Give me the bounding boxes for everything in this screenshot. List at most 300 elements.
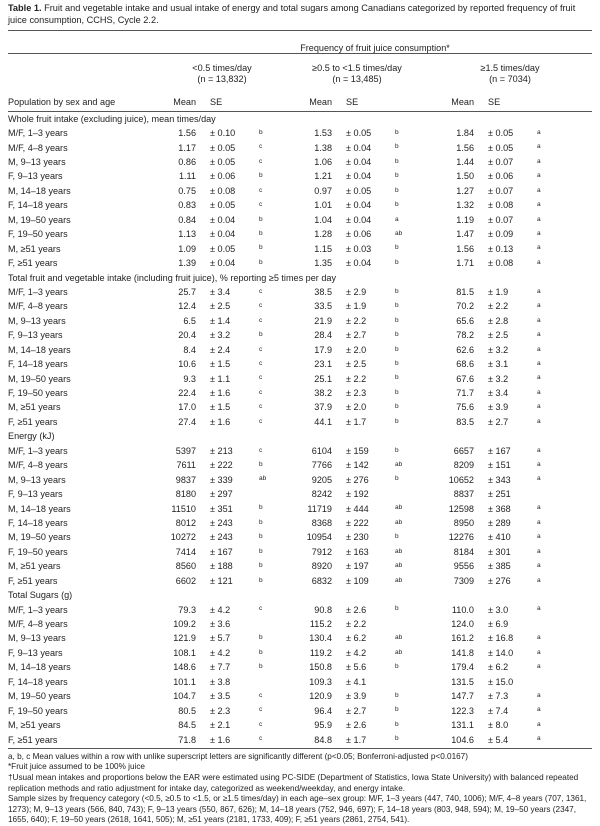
se-value: ± 2.2 bbox=[346, 619, 367, 630]
row-label: M, 14–18 years bbox=[8, 503, 71, 514]
mean-value: 8184 bbox=[453, 546, 474, 557]
mean-value: 7611 bbox=[176, 460, 196, 471]
table-row bbox=[8, 343, 592, 357]
row-label: M, 9–13 years bbox=[8, 315, 66, 326]
significance-superscript: b bbox=[395, 417, 399, 425]
table-row bbox=[8, 184, 592, 198]
se-value: ± 222 bbox=[210, 460, 233, 471]
mean-value: 1.50 bbox=[456, 171, 474, 182]
significance-superscript: ab bbox=[395, 461, 403, 468]
significance-superscript: a bbox=[537, 504, 541, 512]
mean-value: 8950 bbox=[453, 517, 474, 528]
significance-superscript: c bbox=[259, 692, 263, 699]
se-value: ± 1.6 bbox=[210, 734, 231, 745]
row-label: F, ≥51 years bbox=[8, 575, 58, 586]
row-label-header: Population by sex and age bbox=[8, 94, 158, 112]
data-table bbox=[8, 31, 592, 749]
se-value: ± 3.2 bbox=[488, 373, 509, 384]
significance-superscript: b bbox=[395, 374, 399, 382]
se-value: ± 1.5 bbox=[210, 402, 231, 413]
mean-header: Mean bbox=[286, 94, 336, 112]
row-label: F, 9–13 years bbox=[8, 489, 63, 500]
se-value: ± 351 bbox=[210, 503, 233, 514]
table-row bbox=[8, 732, 592, 746]
se-value: ± 2.0 bbox=[346, 402, 367, 413]
row-label: M, 9–13 years bbox=[8, 633, 66, 644]
mean-value: 109.2 bbox=[173, 619, 196, 630]
se-value: ± 2.2 bbox=[488, 301, 509, 312]
row-label: F, 14–18 years bbox=[8, 517, 68, 528]
mean-value: 1.71 bbox=[456, 258, 474, 269]
se-value: ± 167 bbox=[488, 445, 511, 456]
bottom-rule bbox=[8, 747, 592, 749]
table-row bbox=[8, 487, 592, 501]
se-value: ± 0.07 bbox=[488, 185, 514, 196]
table-row bbox=[8, 631, 592, 645]
mean-value: 6.5 bbox=[183, 315, 196, 326]
se-value: ± 6.2 bbox=[346, 633, 367, 644]
mean-value: 21.9 bbox=[314, 315, 332, 326]
mean-value: 23.1 bbox=[314, 359, 332, 370]
row-label: F, 14–18 years bbox=[8, 676, 68, 687]
se-value: ± 109 bbox=[346, 575, 369, 586]
section-row bbox=[8, 429, 592, 443]
se-value: ± 276 bbox=[488, 575, 511, 586]
significance-superscript: c bbox=[259, 388, 263, 396]
row-label: M, 14–18 years bbox=[8, 344, 71, 355]
mean-value: 78.2 bbox=[456, 330, 474, 341]
mean-value: 7309 bbox=[453, 575, 474, 586]
se-value: ± 2.2 bbox=[346, 373, 367, 384]
footnote-juice: *Fruit juice assumed to be 100% juice bbox=[8, 762, 145, 772]
mean-value: 7766 bbox=[311, 460, 332, 471]
mean-value: 0.86 bbox=[178, 157, 196, 168]
se-header: SE bbox=[478, 94, 534, 112]
table-row bbox=[8, 371, 592, 385]
se-value: ± 339 bbox=[210, 474, 233, 485]
se-value: ± 0.05 bbox=[210, 157, 236, 168]
table-row bbox=[8, 227, 592, 241]
table-row bbox=[8, 299, 592, 313]
significance-superscript: b bbox=[259, 648, 263, 656]
table-row bbox=[8, 155, 592, 169]
significance-superscript: c bbox=[259, 157, 263, 165]
mean-value: 120.9 bbox=[309, 691, 332, 702]
se-value: ± 2.6 bbox=[346, 604, 367, 615]
row-label: F, 19–50 years bbox=[8, 546, 68, 557]
mean-value: 8368 bbox=[311, 517, 332, 528]
significance-superscript: c bbox=[259, 374, 263, 382]
significance-superscript: c bbox=[259, 345, 263, 353]
significance-superscript: b bbox=[395, 446, 399, 454]
mean-value: 6104 bbox=[311, 445, 332, 456]
row-label: M, ≥51 years bbox=[8, 561, 61, 572]
category-header: <0.5 times/day (n = 13,832) bbox=[192, 62, 252, 84]
significance-superscript: c bbox=[259, 201, 263, 209]
se-value: ± 2.7 bbox=[488, 416, 509, 427]
se-value: ± 4.2 bbox=[210, 604, 231, 615]
se-value: ± 0.07 bbox=[488, 214, 514, 225]
section-row bbox=[8, 111, 592, 126]
se-value: ± 289 bbox=[488, 517, 511, 528]
significance-superscript: b bbox=[395, 706, 399, 714]
mean-value: 8180 bbox=[175, 489, 196, 500]
se-value: ± 385 bbox=[488, 561, 511, 572]
mean-value: 20.4 bbox=[178, 330, 196, 341]
row-label: M, 19–50 years bbox=[8, 214, 71, 225]
significance-superscript: b bbox=[395, 403, 399, 411]
significance-superscript: a bbox=[537, 562, 541, 570]
mean-value: 1.06 bbox=[314, 157, 332, 168]
significance-superscript: a bbox=[537, 157, 541, 165]
se-value: ± 3.6 bbox=[210, 619, 231, 630]
row-label: F, 19–50 years bbox=[8, 705, 68, 716]
mean-value: 109.3 bbox=[309, 676, 332, 687]
se-value: ± 7.3 bbox=[488, 691, 509, 702]
row-label: F, 9–13 years bbox=[8, 330, 63, 341]
row-label: M/F, 1–3 years bbox=[8, 604, 68, 615]
se-value: ± 1.4 bbox=[210, 315, 231, 326]
significance-superscript: ab bbox=[259, 475, 267, 483]
se-value: ± 2.3 bbox=[346, 388, 367, 399]
se-value: ± 0.04 bbox=[346, 171, 372, 182]
significance-superscript: b bbox=[259, 230, 263, 237]
significance-superscript: b bbox=[395, 692, 399, 699]
mean-value: 8560 bbox=[175, 561, 196, 572]
se-value: ± 243 bbox=[210, 532, 233, 543]
se-value: ± 2.3 bbox=[210, 705, 231, 716]
mean-value: 70.2 bbox=[456, 301, 474, 312]
significance-superscript: ab bbox=[395, 230, 403, 237]
table-row bbox=[8, 689, 592, 703]
se-value: ± 0.13 bbox=[488, 243, 514, 254]
mean-value: 9556 bbox=[453, 561, 474, 572]
se-value: ± 2.9 bbox=[346, 286, 367, 297]
mean-value: 8.4 bbox=[183, 344, 196, 355]
table-row bbox=[8, 501, 592, 515]
table-row bbox=[8, 660, 592, 674]
significance-superscript: a bbox=[537, 533, 541, 541]
se-value: ± 3.2 bbox=[210, 330, 231, 341]
significance-superscript: a bbox=[537, 230, 541, 237]
se-value: ± 343 bbox=[488, 474, 511, 485]
significance-superscript: b bbox=[395, 345, 399, 353]
se-value: ± 2.8 bbox=[488, 315, 509, 326]
significance-superscript: a bbox=[537, 345, 541, 353]
significance-superscript: a bbox=[537, 316, 541, 324]
significance-superscript: b bbox=[395, 388, 399, 396]
se-value: ± 14.0 bbox=[488, 647, 514, 658]
significance-superscript: b bbox=[259, 576, 263, 584]
mean-value: 81.5 bbox=[456, 286, 474, 297]
se-value: ± 4.2 bbox=[210, 647, 231, 658]
mean-value: 115.2 bbox=[309, 619, 332, 630]
mean-value: 1.01 bbox=[314, 200, 332, 211]
mean-value: 11719 bbox=[307, 503, 332, 514]
mean-value: 84.5 bbox=[178, 720, 196, 731]
mean-value: 22.4 bbox=[178, 388, 196, 399]
se-value: ± 251 bbox=[488, 489, 511, 500]
mean-value: 1.39 bbox=[178, 258, 196, 269]
se-value: ± 213 bbox=[210, 445, 233, 456]
mean-value: 27.4 bbox=[178, 416, 196, 427]
se-value: ± 0.04 bbox=[210, 258, 236, 269]
mean-value: 119.2 bbox=[309, 647, 332, 658]
se-value: ± 0.07 bbox=[488, 157, 514, 168]
se-value: ± 6.9 bbox=[488, 619, 509, 630]
se-value: ± 0.04 bbox=[346, 142, 372, 153]
se-value: ± 2.2 bbox=[346, 315, 367, 326]
mean-value: 17.0 bbox=[178, 402, 196, 413]
se-value: ± 0.04 bbox=[210, 214, 236, 225]
se-value: ± 0.04 bbox=[346, 200, 372, 211]
mean-header: Mean bbox=[428, 94, 478, 112]
significance-superscript: c bbox=[259, 287, 263, 295]
row-label: F, ≥51 years bbox=[8, 734, 58, 745]
se-value: ± 8.0 bbox=[488, 720, 509, 731]
se-value: ± 3.2 bbox=[488, 344, 509, 355]
footnotes bbox=[8, 752, 592, 826]
row-label: M/F, 4–8 years bbox=[8, 142, 68, 153]
se-value: ± 163 bbox=[346, 546, 369, 557]
row-label: M, 9–13 years bbox=[8, 157, 66, 168]
significance-superscript: a bbox=[537, 576, 541, 584]
mean-value: 1.56 bbox=[178, 128, 196, 139]
section-title: Energy (kJ) bbox=[8, 431, 55, 442]
se-value: ± 444 bbox=[346, 503, 369, 514]
mean-value: 1.09 bbox=[178, 243, 196, 254]
row-label: F, 14–18 years bbox=[8, 200, 68, 211]
mean-value: 8242 bbox=[311, 489, 332, 500]
mean-value: 7912 bbox=[311, 546, 332, 557]
significance-superscript: b bbox=[259, 634, 263, 642]
significance-superscript: b bbox=[259, 663, 263, 671]
significance-superscript: b bbox=[395, 331, 399, 339]
mean-value: 9.3 bbox=[183, 373, 196, 384]
row-label: M, 14–18 years bbox=[8, 185, 71, 196]
se-value: ± 3.5 bbox=[210, 691, 231, 702]
mean-value: 83.5 bbox=[456, 416, 474, 427]
table-row bbox=[8, 703, 592, 717]
mean-value: 12276 bbox=[448, 532, 474, 543]
significance-superscript bbox=[392, 617, 428, 631]
significance-superscript: b bbox=[259, 258, 263, 266]
se-value: ± 1.7 bbox=[346, 734, 367, 745]
se-value: ± 2.5 bbox=[346, 359, 367, 370]
se-value: ± 2.4 bbox=[210, 344, 231, 355]
significance-superscript: c bbox=[259, 735, 263, 743]
row-label: M/F, 1–3 years bbox=[8, 286, 68, 297]
mean-value: 67.6 bbox=[456, 373, 474, 384]
se-value: ± 151 bbox=[488, 460, 511, 471]
significance-superscript: b bbox=[395, 302, 399, 310]
se-value: ± 3.9 bbox=[346, 691, 367, 702]
table-row bbox=[8, 602, 592, 616]
mean-value: 161.2 bbox=[451, 633, 474, 644]
mean-value: 104.6 bbox=[451, 734, 474, 745]
significance-superscript: ab bbox=[395, 576, 403, 584]
se-value: ± 0.04 bbox=[346, 214, 372, 225]
row-label: F, 19–50 years bbox=[8, 229, 68, 240]
se-header: SE bbox=[200, 94, 256, 112]
significance-superscript: a bbox=[537, 403, 541, 411]
mean-value: 6832 bbox=[311, 575, 332, 586]
significance-superscript: a bbox=[537, 331, 541, 339]
mean-value: 179.4 bbox=[451, 662, 474, 673]
significance-superscript: a bbox=[537, 244, 541, 252]
se-value: ± 2.7 bbox=[346, 705, 367, 716]
mean-value: 141.8 bbox=[451, 647, 474, 658]
mean-value: 44.1 bbox=[314, 416, 332, 427]
table-row bbox=[8, 400, 592, 414]
mean-value: 8920 bbox=[311, 561, 332, 572]
table-row bbox=[8, 718, 592, 732]
table-row bbox=[8, 126, 592, 140]
row-label: M, ≥51 years bbox=[8, 402, 61, 413]
table-row bbox=[8, 357, 592, 371]
table-row bbox=[8, 198, 592, 212]
mean-value: 8209 bbox=[453, 460, 474, 471]
se-value: ± 2.5 bbox=[488, 330, 509, 341]
row-label: F, 19–50 years bbox=[8, 388, 68, 399]
se-value: ± 2.6 bbox=[346, 720, 367, 731]
se-value: ± 121 bbox=[210, 575, 233, 586]
significance-superscript: ab bbox=[395, 504, 403, 512]
significance-superscript bbox=[392, 487, 428, 501]
se-value: ± 2.1 bbox=[210, 720, 231, 731]
mean-value: 1.53 bbox=[314, 128, 332, 139]
significance-superscript: a bbox=[537, 201, 541, 209]
se-value: ± 0.04 bbox=[346, 258, 372, 269]
table-row bbox=[8, 516, 592, 530]
mean-value: 0.84 bbox=[178, 214, 196, 225]
se-value: ± 3.0 bbox=[488, 604, 509, 615]
mean-value: 1.38 bbox=[314, 142, 332, 153]
se-value: ± 2.5 bbox=[210, 301, 231, 312]
mean-value: 131.5 bbox=[451, 676, 474, 687]
table-row bbox=[8, 328, 592, 342]
significance-superscript: a bbox=[537, 475, 541, 483]
mean-value: 38.5 bbox=[314, 286, 332, 297]
row-label: M, ≥51 years bbox=[8, 243, 61, 254]
mean-value: 12598 bbox=[448, 503, 474, 514]
table-row bbox=[8, 458, 592, 472]
table-row bbox=[8, 646, 592, 660]
significance-superscript: a bbox=[537, 692, 541, 699]
row-label: M/F, 4–8 years bbox=[8, 460, 68, 471]
significance-superscript: a bbox=[537, 359, 541, 367]
significance-superscript: b bbox=[395, 663, 399, 671]
significance-superscript: a bbox=[537, 634, 541, 642]
mean-value: 1.11 bbox=[178, 171, 196, 182]
mean-header: Mean bbox=[158, 94, 200, 112]
table-caption bbox=[8, 2, 592, 26]
significance-superscript: b bbox=[395, 186, 399, 194]
mean-value: 104.7 bbox=[173, 691, 196, 702]
significance-superscript: b bbox=[259, 461, 263, 468]
category-header: ≥0.5 to <1.5 times/day (n = 13,485) bbox=[312, 62, 402, 84]
se-value: ± 243 bbox=[210, 517, 233, 528]
mean-value: 1.15 bbox=[314, 243, 332, 254]
mean-value: 6602 bbox=[175, 575, 196, 586]
se-value: ± 2.0 bbox=[346, 344, 367, 355]
mean-value: 1.19 bbox=[456, 214, 474, 225]
mean-value: 38.2 bbox=[314, 388, 332, 399]
mean-value: 124.0 bbox=[451, 619, 474, 630]
mean-value: 1.17 bbox=[178, 142, 196, 153]
significance-superscript: a bbox=[537, 287, 541, 295]
table-row bbox=[8, 530, 592, 544]
significance-superscript: b bbox=[395, 244, 399, 252]
se-value: ± 0.08 bbox=[210, 185, 236, 196]
table-row bbox=[8, 285, 592, 299]
se-value: ± 0.05 bbox=[488, 142, 514, 153]
mean-value: 75.6 bbox=[456, 402, 474, 413]
significance-superscript: b bbox=[395, 735, 399, 743]
significance-superscript: c bbox=[259, 359, 263, 367]
significance-superscript: a bbox=[537, 663, 541, 671]
significance-superscript: b bbox=[259, 533, 263, 541]
mean-value: 150.8 bbox=[309, 662, 332, 673]
significance-superscript: b bbox=[395, 128, 399, 136]
significance-superscript: a bbox=[537, 302, 541, 310]
mean-value: 71.7 bbox=[456, 388, 474, 399]
se-value: ± 5.6 bbox=[346, 662, 367, 673]
row-label: F, 9–13 years bbox=[8, 171, 63, 182]
mean-value: 147.7 bbox=[451, 691, 474, 702]
se-value: ± 0.04 bbox=[210, 229, 236, 240]
footnote-method: †Usual mean intakes and proportions below the EAR were estimated using PC-SIDE (Department of Statistics, Iowa State University) with balanced repeated replication methods and ratio adjustment for intake day, categorized as weekend/weekday, and energy intake. bbox=[8, 772, 579, 793]
document-page bbox=[8, 0, 592, 826]
significance-superscript: b bbox=[395, 258, 399, 266]
row-label: F, ≥51 years bbox=[8, 258, 58, 269]
significance-superscript: a bbox=[537, 215, 541, 223]
significance-superscript: b bbox=[259, 215, 263, 223]
se-value: ± 1.7 bbox=[346, 416, 367, 427]
significance-superscript: a bbox=[537, 128, 541, 136]
se-value: ± 1.1 bbox=[210, 373, 231, 384]
row-label: M, ≥51 years bbox=[8, 720, 61, 731]
table-row bbox=[8, 472, 592, 486]
category-header: ≥1.5 times/day (n = 7034) bbox=[480, 62, 540, 84]
significance-superscript: b bbox=[259, 331, 263, 339]
significance-superscript: b bbox=[395, 201, 399, 209]
mean-value: 12.4 bbox=[178, 301, 196, 312]
significance-superscript bbox=[534, 675, 592, 689]
table-row bbox=[8, 213, 592, 227]
mean-value: 25.7 bbox=[178, 286, 196, 297]
footnote-sample-sizes: Sample sizes by frequency category (<0.5, ≥0.5 to <1.5, or ≥1.5 times/day) in each age–sex group: M/F, 1–3 years (447, 740, 1006); M/F, 4–8 years (707, 1361, 1273); M, 9–13 years (566, 840, 743); F, 9–13 years (550, 867, 626); M, 14–18 years (752, 946, 697); F, 14–18 years (803, 948, 594); M, 19–50 years (2347, 1655, 640); F, 19–50 years (2618, 1641, 505); M, ≥51 years (2181, 1733, 409); F, ≥51 years (2861, 2754, 541). bbox=[8, 794, 587, 825]
significance-superscript: a bbox=[537, 720, 541, 728]
significance-superscript: ab bbox=[395, 634, 403, 642]
significance-superscript: a bbox=[537, 417, 541, 425]
mean-value: 108.1 bbox=[173, 647, 196, 658]
se-value: ± 1.6 bbox=[210, 416, 231, 427]
significance-superscript: c bbox=[259, 605, 263, 613]
mean-value: 65.6 bbox=[456, 315, 474, 326]
significance-superscript: a bbox=[537, 446, 541, 454]
se-value: ± 301 bbox=[488, 546, 511, 557]
mean-value: 80.5 bbox=[178, 705, 196, 716]
mean-value: 121.9 bbox=[173, 633, 196, 644]
significance-superscript: b bbox=[395, 720, 399, 728]
table-row bbox=[8, 386, 592, 400]
significance-superscript bbox=[256, 487, 286, 501]
mean-value: 11510 bbox=[171, 503, 196, 514]
significance-superscript: c bbox=[259, 403, 263, 411]
significance-superscript: b bbox=[395, 605, 399, 613]
mean-value: 1.27 bbox=[456, 185, 474, 196]
